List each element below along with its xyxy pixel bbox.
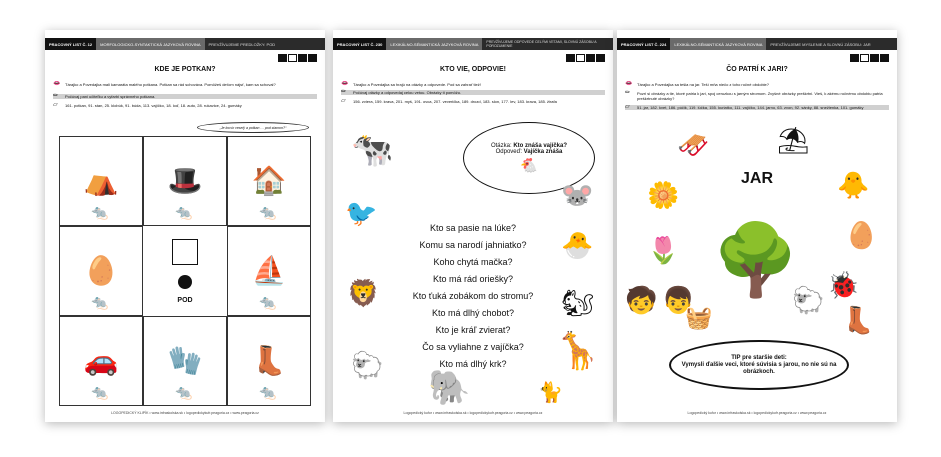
cow-icon: 🐄	[351, 131, 394, 169]
mouth-icon: 👄	[53, 81, 61, 87]
dot-shape	[178, 275, 192, 289]
speech-bubble: „Je kocúr veselý a potkan … pod stanom?“	[197, 122, 309, 133]
question-line: Kto má rád oriešky?	[432, 274, 514, 284]
child-icon: 🧒	[625, 285, 658, 315]
gloves-icon: 🧤	[167, 345, 203, 376]
question-line: Kto je kráľ zvierat?	[435, 325, 511, 335]
worksheet-topic: PREVŽÍVUJEME PREDLOŽKY: POD	[208, 41, 276, 47]
instruction-row: ✏ Počúvaj otázky a odpovedaj celou vetou. Obrázky ti pomôžu.	[341, 90, 605, 95]
instruction-row: ▱ 161. potkan, 91. stan, 25. klobúk, 91. búda, 113. vajíčko, 18. loď, 18. auto, 28. rukavice, 24. gumáky	[53, 102, 242, 108]
hen-icon: 🐔	[520, 157, 538, 173]
tip-body: Vymysli ďalšie veci, ktoré súvisia s jarou, no nie sú na obrázkoch.	[681, 361, 837, 375]
bug-icon: 🐞	[827, 270, 860, 300]
season-label: JAR	[740, 170, 773, 187]
level-blocks	[566, 54, 605, 62]
worksheet-number: PRACOVNÝ LIST Č. 230	[333, 38, 386, 50]
question-line: Kto má dlhý krk?	[439, 359, 507, 369]
worksheet-level: LEXIKÁLNO-SÉMANTICKÁ JAZYKOVÁ ROVINA	[670, 38, 766, 50]
boots-icon: 👢	[842, 305, 875, 335]
instruction-row: ▱ 156. zviera, 159. krava, 201. myš, 191. ovca, 207. veverička, 189. drozd, 183. slon, 177. lev, 183. krava, 185. žirafa	[341, 98, 557, 104]
instruction-row: 👄 Tárajko a Povedajka sa hrajú na otázky a odpovede. Pod sa zahrať tiež!	[341, 81, 481, 87]
question-answer-bubble: Otázka: Kto znáša vajíčka? Odpoveď: Vajíčka znáša 🐔	[463, 122, 595, 194]
card-icon: ▱	[53, 102, 58, 108]
tulip-icon: 🌷	[647, 235, 680, 265]
elephant-icon: 🐘	[428, 369, 471, 407]
sled-icon: 🛷	[677, 130, 710, 160]
lamb-icon: 🐑	[792, 285, 825, 315]
preposition-label: POD	[177, 296, 193, 304]
question-line: Kto sa pasie na lúke?	[429, 223, 517, 233]
worksheet-kde-je-potkan	[45, 30, 325, 422]
egg-icon: 🥚	[845, 220, 878, 250]
worksheet-number: PRACOVNÝ LIST Č. 224	[617, 38, 670, 50]
worksheet-footer: Logopedický kufor • www.infraskolska.sk • logopedickykufr.peagoria.cz • www.peagoria.cz	[403, 411, 543, 415]
picture-cell	[59, 136, 143, 226]
cat-icon: 🐈	[538, 382, 563, 404]
squirrel-icon: 🐿	[561, 288, 595, 318]
flower-icon: 🌼	[647, 180, 680, 210]
rat-icon: 🐀	[259, 294, 277, 310]
question-line: Kto má dlhý chobot?	[431, 308, 515, 318]
duckling-icon: 🐣	[561, 230, 594, 260]
worksheet-topic: PREVŽÍVUJEME ODPOVEDE CELÝMI VETAMI, SLOVNÚ ZÁSOBU A POROZUMENIE	[486, 40, 597, 48]
worksheet-level: MORFOLOGICKO-SYNTAKTICKÁ JAZYKOVÁ ROVINA	[96, 38, 204, 50]
picture-cell	[59, 316, 143, 406]
giraffe-icon: 🦒	[555, 330, 600, 371]
chick-icon: 🐥	[837, 170, 870, 200]
doghouse-icon: 🏠	[251, 165, 287, 196]
picture-cell	[227, 136, 311, 226]
picture-cell	[143, 136, 227, 226]
instruction-row: 👄 Tárajko a Povedajka mali kamaráta malého potkana. Potkan sa rád schováva. Pomôžeš deťom nájsť, kam sa schoval?	[53, 81, 276, 87]
rat-icon: 🐀	[259, 204, 277, 220]
instruction-row: 👄 Tárajko a Povedajka sa tešia na jar. Teší mňa niečo z toho ročné obdobie?	[625, 81, 770, 87]
question-line: Koho chytá mačka?	[433, 257, 513, 267]
worksheet-footer: LOGOPEDICKÝ KLIPÍK • www.infraskolska.sk • logopedickykufr.peagoria.cz • www.peagoria.cz	[111, 411, 259, 415]
instruction-row: ✏ Pozri si obrázky a tie, ktoré patria k jari, spoj ceruzkou s jarným stromom. Zvyšné obrázky preškrtni. Vieš, k akému ročnému obdobiu patria preškrtnuté obrázky?	[625, 90, 883, 101]
picture-grid	[59, 136, 311, 406]
worksheet-title: ČO PATRÍ K JARI?	[726, 66, 788, 73]
question-line: Komu sa narodí jahniatko?	[419, 240, 527, 250]
card-icon: ▱	[341, 98, 346, 104]
instruction-row: ✏ Počúvaj pani učiteľku a vyfarbi správneho potkana.	[53, 94, 317, 99]
pencil-icon: ✏	[53, 93, 59, 99]
picture-cell	[227, 316, 311, 406]
sheep-icon: 🐑	[351, 350, 384, 380]
card-icon: ▱	[625, 104, 630, 110]
rat-icon: 🐀	[175, 384, 193, 400]
level-blocks	[278, 54, 317, 62]
center-cell	[143, 226, 227, 316]
worksheet-title: KTO VIE, ODPOVIE!	[440, 66, 506, 73]
hat-icon: 🎩	[167, 165, 203, 196]
picture-cell	[59, 226, 143, 316]
basket-icon: 🧺	[685, 305, 713, 330]
mouth-icon: 👄	[341, 81, 349, 87]
worksheet-topic: PREVŽÍVUJEME MYSLENIE A SLOVNÚ ZÁSOBU: JAR	[770, 41, 871, 47]
rat-icon: 🐀	[175, 204, 193, 220]
woodpecker-icon: 🐦	[345, 198, 378, 228]
worksheet-header	[333, 38, 613, 50]
mouth-icon: 👄	[625, 81, 633, 87]
worksheet-kto-vie-odpovie	[333, 30, 613, 422]
boat-icon: ⛵	[251, 255, 287, 286]
tip-bubble	[669, 340, 849, 390]
rat-icon: 🐀	[91, 204, 109, 220]
level-blocks	[850, 54, 889, 62]
worksheet-title: KDE JE POTKAN?	[154, 66, 216, 73]
worksheet-level: LEXIKÁLNO-SÉMANTICKÁ JAZYKOVÁ ROVINA	[386, 38, 482, 50]
worksheet-number: PRACOVNÝ LIST Č. 12	[45, 38, 96, 50]
square-shape	[172, 239, 198, 265]
boots-icon: 👢	[251, 345, 287, 376]
worksheet-co-patri-k-jari	[617, 30, 897, 422]
lion-icon: 🦁	[347, 278, 380, 308]
rat-icon: 🐀	[91, 384, 109, 400]
car-icon: 🚗	[83, 345, 119, 376]
tree-icon: 🌳	[712, 221, 800, 299]
worksheet-header	[45, 38, 325, 50]
picture-cell	[143, 316, 227, 406]
child-icon: 👦	[662, 285, 695, 315]
worksheet-header	[617, 38, 897, 50]
picture-cell	[227, 226, 311, 316]
rat-icon: 🐀	[259, 384, 277, 400]
question-line: Kto ťuká zobákom do stromu?	[412, 291, 534, 301]
worksheet-footer: Logopedický kufor • www.infraskolska.sk • logopedickykufr.peagoria.cz • www.peagoria.cz	[687, 411, 827, 415]
umbrella-icon: ⛱	[777, 125, 811, 155]
pencil-icon: ✏	[341, 89, 347, 95]
tent-icon: ⛺	[83, 165, 119, 196]
rat-icon: 🐀	[91, 294, 109, 310]
mouse-icon: 🐭	[561, 180, 594, 210]
tip-title: TIP pre staršie deti:	[731, 354, 787, 361]
pencil-icon: ✏	[625, 90, 631, 96]
egg-icon: 🥚	[83, 255, 119, 286]
question-line: Čo sa vyliahne z vajíčka?	[422, 342, 524, 352]
instruction-row: ▱ 51. jar, 182. kvet, 186. púčik, 119. lúčka, 155. kuriatko, 111. vajíčko, 144. jarno, 63. zvon, 92. sánky, 88. snežienka, 101. gumáky	[625, 105, 889, 110]
